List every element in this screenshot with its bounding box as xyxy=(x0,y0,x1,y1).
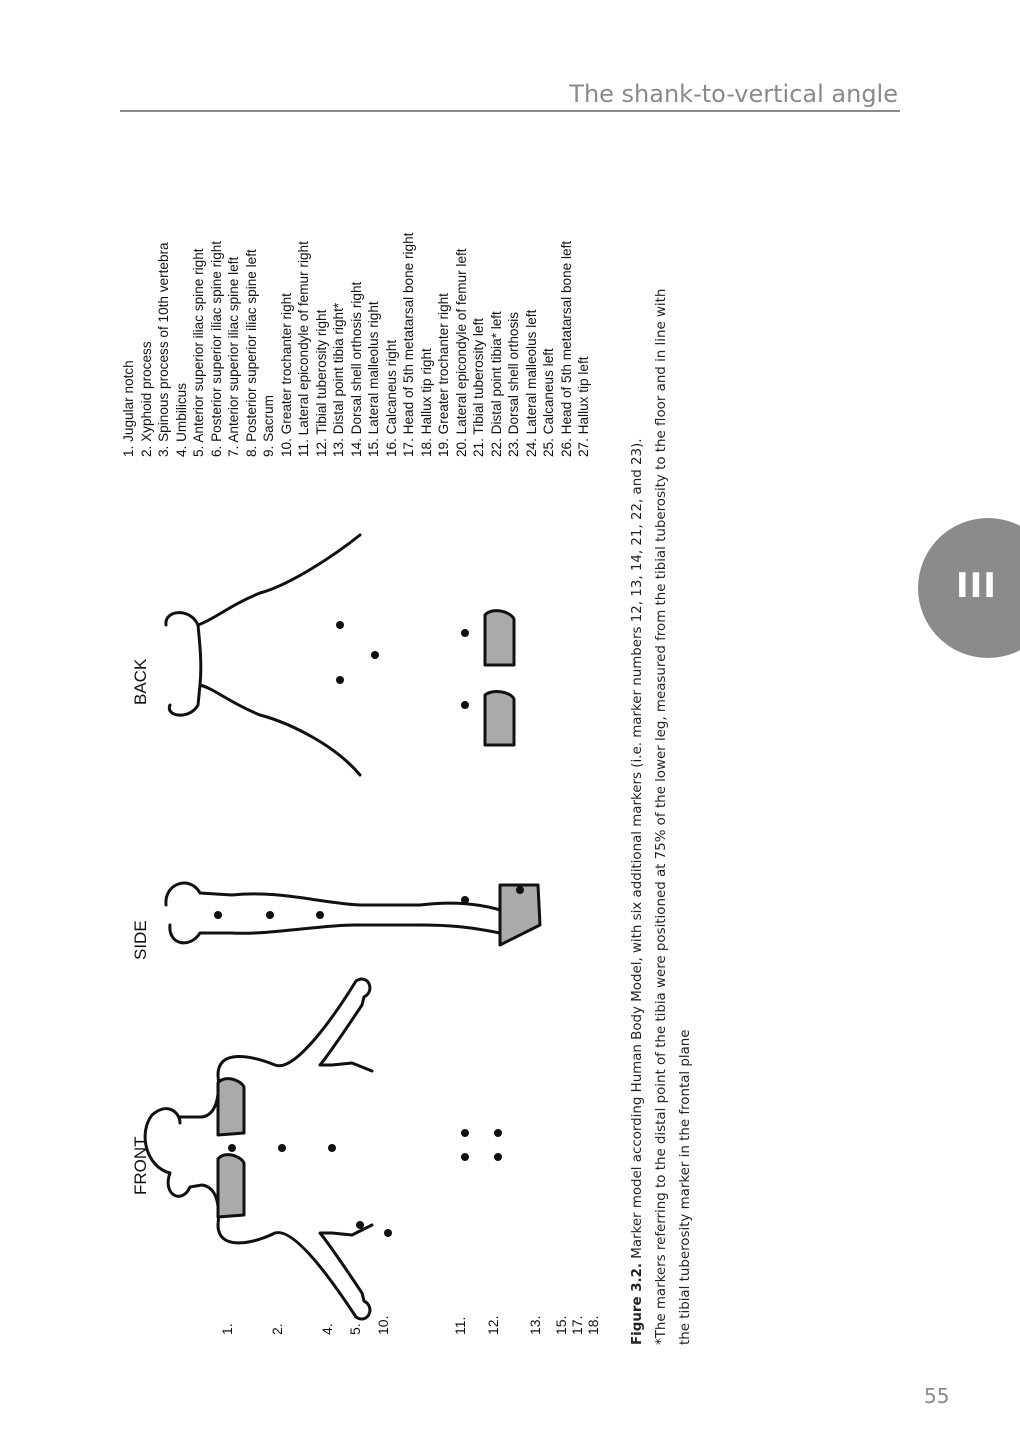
front-marker-dot xyxy=(228,1144,236,1152)
side-marker-dot xyxy=(266,911,274,919)
back-marker-dot xyxy=(336,676,344,684)
front-orthosis-right xyxy=(218,1155,244,1217)
front-body-outline xyxy=(145,979,372,1319)
legend-item: 16. Calcaneus right xyxy=(383,339,399,457)
side-marker-dot xyxy=(461,896,469,904)
figure-caption xyxy=(630,245,645,1345)
side-marker-dot xyxy=(214,911,222,919)
back-marker-dot xyxy=(461,629,469,637)
front-marker-dot xyxy=(494,1153,502,1161)
legend-item: 4. Umbilicus xyxy=(173,382,189,457)
marker-number-label: 18. xyxy=(585,1315,601,1335)
marker-number-label: 1. xyxy=(219,1323,235,1335)
legend-item: 24. Lateral malleolus left xyxy=(523,309,539,457)
view-title-front: FRONT xyxy=(131,1136,150,1195)
page-number: 55 xyxy=(924,1384,950,1408)
front-marker-dots xyxy=(228,1129,502,1237)
front-marker-dot xyxy=(461,1153,469,1161)
title-rule xyxy=(120,110,900,112)
legend-item: 7. Anterior superior iliac spine left xyxy=(226,256,241,457)
front-body-figure xyxy=(145,979,502,1319)
rotated-figure-panel xyxy=(120,145,720,1345)
side-marker-dot xyxy=(316,911,324,919)
marker-number-label: 12. xyxy=(485,1315,501,1335)
side-marker-dots xyxy=(214,886,524,919)
legend-item: 1. Jugular notch xyxy=(121,360,136,457)
front-orthosis-left xyxy=(218,1079,244,1135)
legend-item: 5. Anterior superior iliac spine right xyxy=(191,248,206,457)
marker-number-label: 10. xyxy=(375,1315,391,1335)
back-marker-dot xyxy=(461,701,469,709)
legend-item: 6. Posterior superior iliac spine right xyxy=(208,240,224,457)
view-title-side: SIDE xyxy=(131,920,150,960)
front-marker-dot xyxy=(461,1129,469,1137)
marker-number-label: 5. xyxy=(347,1323,363,1335)
marker-number-label: 13. xyxy=(527,1315,543,1335)
side-body-figure xyxy=(166,883,540,945)
legend-item: 19. Greater trochanter right xyxy=(436,293,451,457)
front-marker-dot xyxy=(328,1144,336,1152)
back-marker-dot xyxy=(336,621,344,629)
back-orthosis-right xyxy=(485,692,514,745)
caption-label: Figure 3.2. xyxy=(630,1262,645,1345)
marker-number-label: 15. xyxy=(553,1315,569,1335)
front-marker-dot xyxy=(356,1221,364,1229)
caption-note-line-2: the tibial tuberosity marker in the frontal plane xyxy=(678,1029,693,1345)
chapter-tab-label: III xyxy=(956,566,997,606)
legend-item: 15. Lateral malleolus right xyxy=(366,301,381,457)
page-title: The shank-to-vertical angle xyxy=(569,80,898,108)
legend-item: 27. Hallux tip left xyxy=(576,356,591,457)
legend-item: 20. Lateral epicondyle of femur left xyxy=(453,248,469,457)
legend-item: 22. Distal point tibia* left xyxy=(488,311,504,457)
legend-item: 2. Xyphoid process xyxy=(138,341,154,457)
legend-item: 9. Sacrum xyxy=(261,395,276,457)
marker-number-label: 11. xyxy=(452,1316,468,1335)
view-title-back: BACK xyxy=(131,658,150,705)
back-orthosis-left xyxy=(485,611,514,665)
legend-item: 18. Hallux tip right xyxy=(418,348,434,457)
front-bottom-numbers xyxy=(219,1316,601,1335)
back-body-outline xyxy=(166,535,360,775)
legend-item: 17. Head of 5th metatarsal bone right xyxy=(401,232,416,457)
legend-item: 8. Posterior superior iliac spine left xyxy=(243,249,259,457)
legend-item: 13. Distal point tibia right* xyxy=(331,302,346,457)
back-body-figure xyxy=(166,535,514,775)
marker-number-label: 17. xyxy=(569,1315,585,1335)
legend-item: 10. Greater trochanter right xyxy=(278,293,294,457)
front-marker-dot xyxy=(384,1229,392,1237)
legend-item: 11. Lateral epicondyle of femur right xyxy=(296,241,311,457)
caption-text: Marker model according Human Body Model, with six additional markers (i.e. marker numbers 12, 13, 14, 21, 22, and 23). xyxy=(630,438,645,1263)
back-marker-dots xyxy=(336,621,469,709)
legend-item: 25. Calcaneus left xyxy=(541,348,556,457)
marker-legend xyxy=(120,127,593,457)
legend-item: 21. Tibial tuberosity left xyxy=(471,317,486,457)
legend-item: 23. Dorsal shell orthosis xyxy=(506,311,521,457)
back-marker-dot xyxy=(371,651,379,659)
legend-item: 26. Head of 5th metatarsal bone left xyxy=(558,240,574,457)
marker-number-label: 2. xyxy=(269,1323,285,1335)
side-marker-dot xyxy=(516,886,524,894)
front-marker-dot xyxy=(494,1129,502,1137)
chapter-tab xyxy=(918,518,1020,658)
front-marker-dot xyxy=(278,1144,286,1152)
caption-note-line-1: *The markers referring to the distal point of the tibia were positioned at 75% of the lower leg, measured from the tibial tuberosity to the floor and in line with xyxy=(654,288,669,1345)
legend-item: 3. Spinous process of 10th vertebra xyxy=(156,242,171,457)
marker-number-label: 4. xyxy=(319,1323,335,1335)
legend-item: 14. Dorsal shell orthosis right xyxy=(348,281,364,457)
legend-item: 12. Tibial tuberosity right xyxy=(313,309,329,457)
